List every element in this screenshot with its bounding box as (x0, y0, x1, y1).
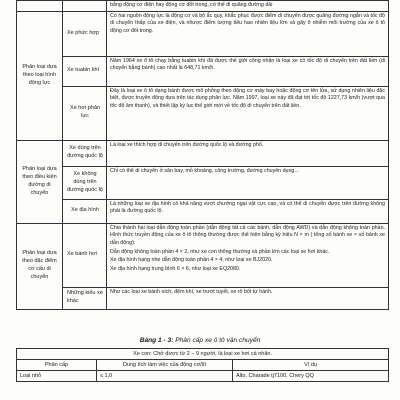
vehicle-type-cell: Xe dùng trên đường quốc lộ (63, 140, 107, 166)
description-cell (107, 199, 389, 223)
table-cell-empty (17, 1, 63, 12)
vehicle-class-table (16, 348, 389, 382)
table-cell: Loại nhỏ (17, 371, 97, 382)
description-text: Chia thành hai loại dẫn động toàn phần (dẫn động tất cả các bánh, dẫn động AWD) và dẫn động không toàn phần. Hình thức truyền động của xe ô tô thông thường được thể hiện bằng ký hiệu N × m ( tổng số bánh xe × số bánh xe dẫn động): (110, 224, 385, 247)
description-text: Xe địa hình hạng nhẹ dẫn động toàn phần 4 × 4, như loại xe BJ2020. (110, 257, 273, 264)
row-fragment-text: bằng động cơ điện hay động cơ đốt trong, có thể đi quãng đường dài (107, 1, 389, 12)
description-text: Chỉ có thể di chuyển ở sân bay, mỏ khoáng, công trường, đường chuyên dụng... (110, 167, 299, 174)
description-cell (107, 11, 389, 56)
table-span-row: Xe con: Chở được từ 2 – 9 người, là loại xe hơi cá nhân. (17, 349, 389, 360)
description-text: Có hai nguồn động lực là động cơ và bộ ắc quy, khắc phục được điểm di chuyển được quãng đường ngắn và tốc độ di chuyển thấp của xe điện, và nhược điểm lượng tiêu hao nhiên liệu lớn và gây ô nhiễm môi trường của xe ô tô động cơ đốt trong. (110, 12, 385, 35)
description-cell (107, 56, 389, 86)
description-text: Như các loại xe bánh xích, đệm khí, xe trượt tuyết, xe rô bốt tự hành. (110, 288, 273, 295)
vehicle-type-cell: Xe phức hợp (63, 11, 107, 56)
vehicle-type-cell: Xe địa hình (63, 199, 107, 223)
description-text: Xe địa hình hạng trung bình 6 × 6, như loại xe EQ2080. (110, 266, 241, 273)
table-row (17, 371, 389, 382)
description-text: Dẫn động không toàn phần 4 × 2, như xe con thông thường và phần lớn các loại xe hơi khác. (110, 248, 330, 255)
table-caption (0, 337, 400, 344)
category-cell: Phân loại dựa theo loại hình động lực (17, 11, 63, 140)
description-text: Đây là loại xe ô tô dạng bánh được mô phỏng theo động cơ máy bay hoặc động cơ tên lửa, sử dụng nhiên liệu đặc biệt, được truyền động dựa trên tác dụng phản lực. Năm 1997, loại xe này đã đạt tới tốc độ 1227,73 km/h (vượt qua tốc độ âm thanh), và thiết lập kỷ lục thế giới mới về tốc độ di chuyển trên đất liền. (110, 87, 385, 110)
vehicle-type-cell: Xe không dùng trên đường quốc lộ (63, 166, 107, 199)
category-cell: Phân loại dựa theo điều kiện đường di chuyển (17, 140, 63, 223)
classification-table (16, 0, 389, 310)
column-header: Dung tích làm việc của động cơ/lít (97, 360, 233, 371)
vehicle-type-cell: Xe bánh hơi (63, 223, 107, 287)
description-cell (107, 287, 389, 309)
description-text: Là những loại xe địa hình có khả năng vượt chướng ngại vật cực cao, và có thể di chuyển được trên đường không phải là đường quốc lộ. (110, 200, 385, 215)
description-cell (107, 86, 389, 140)
caption-text: Phân cấp xe ô tô vận chuyển (173, 337, 261, 344)
column-header: Ví dụ (233, 360, 389, 371)
vehicle-type-cell: Những kiểu xe khác (63, 287, 107, 309)
vehicle-type-cell: Xe tuabin khí (63, 56, 107, 86)
description-text: Năm 1964 xe ô tô chạy bằng tuabin khí đã được thế giới công nhận là loại xe có tốc độ di chuyển trên đất liền (di chuyển bằng bánh) cao nhất là 648,71 km/h. (110, 57, 385, 72)
table-cell-empty (63, 1, 107, 12)
column-header: Phân cấp (17, 360, 97, 371)
description-text: Là loại xe thích hợp di chuyển trên đường quốc lộ và đường phố. (110, 141, 264, 148)
table-cell: ≤ 1,0 (97, 371, 233, 382)
caption-label: Bảng 1 - 3: (139, 337, 174, 344)
description-cell (107, 223, 389, 287)
table-cell: Alto, Charade tj7100, Chery QQ (233, 371, 389, 382)
description-cell (107, 166, 389, 199)
vehicle-type-cell: Xe hơi phản lực (63, 86, 107, 140)
category-cell: Phân loại dựa theo đặc điểm cơ cấu di chuyển (17, 223, 63, 309)
description-cell (107, 140, 389, 166)
